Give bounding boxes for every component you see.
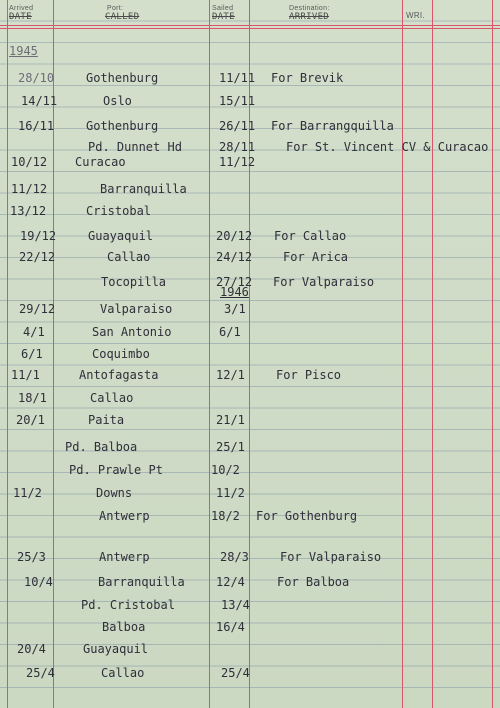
rule-port-right: [209, 0, 210, 708]
row-8-sailed-date: 20/12: [216, 229, 253, 243]
row-3-arrived-date: 16/11: [18, 119, 55, 133]
header-sailed: [212, 5, 235, 21]
row-11-port-name: Valparaiso: [100, 302, 173, 316]
row-2-port-name: Oslo: [103, 94, 132, 108]
header-port-small: Port:: [107, 5, 124, 12]
row-1-destination-note: For Brevik: [271, 71, 344, 85]
row-23-port-name: Pd. Cristobal: [81, 598, 175, 612]
row-11-arrived-date: 29/12: [19, 302, 56, 316]
row-4-port-name: Pd. Dunnet Hd: [88, 140, 182, 154]
row-15-arrived-date: 18/1: [18, 391, 47, 405]
header-sailed-word: DATE: [212, 12, 235, 22]
row-16-port-name: Paita: [88, 413, 125, 427]
row-16-sailed-date: 21/1: [216, 413, 245, 427]
header-destination-word: ARRIVED: [289, 12, 330, 22]
header-rule-bottom: [0, 28, 500, 29]
row-25-port-name: Guayaquil: [83, 642, 149, 656]
header-port: [105, 5, 139, 21]
row-26-port-name: Callao: [101, 666, 145, 680]
row-20-destination-note: For Gothenburg: [256, 509, 358, 523]
row-21-arrived-date: 25/3: [17, 550, 46, 564]
header-arrived-small: Arrived: [9, 5, 34, 12]
row-17-port-name: Pd. Balboa: [65, 440, 138, 454]
row-2-arrived-date: 14/11: [21, 94, 58, 108]
row-5-port-name: Curacao: [75, 155, 126, 169]
rule-left: [7, 0, 8, 708]
header-port-word: CALLED: [105, 12, 140, 22]
row-9-arrived-date: 22/12: [19, 250, 56, 264]
row-5-sailed-date: 11/12: [219, 155, 256, 169]
row-18-port-name: Pd. Prawle Pt: [69, 463, 163, 477]
row-22-port-name: Barranquilla: [98, 575, 185, 589]
row-21-port-name: Antwerp: [99, 550, 150, 564]
row-14-destination-note: For Pisco: [276, 368, 342, 382]
row-19-arrived-date: 11/2: [13, 486, 42, 500]
row-4-sailed-date: 28/11: [219, 140, 256, 154]
row-21-sailed-date: 28/3: [220, 550, 249, 564]
row-14-arrived-date: 11/1: [11, 368, 40, 382]
row-4-destination-note: For St. Vincent CV & Curacao: [286, 140, 489, 154]
header-destination: [289, 5, 330, 21]
header-sailed-small: Sailed: [212, 5, 234, 12]
row-12-arrived-date: 4/1: [23, 325, 45, 339]
row-23-sailed-date: 13/4: [221, 598, 250, 612]
row-9-sailed-date: 24/12: [216, 250, 253, 264]
header-arrived: [9, 5, 33, 21]
row-17-sailed-date: 25/1: [216, 440, 245, 454]
row-10-sailed-date: 27/12: [216, 275, 253, 289]
row-24-sailed-date: 16/4: [216, 620, 245, 634]
row-20-port-name: Antwerp: [99, 509, 150, 523]
row-8-port-name: Guayaquil: [88, 229, 154, 243]
row-19-sailed-date: 11/2: [216, 486, 245, 500]
row-24-port-name: Balboa: [102, 620, 146, 634]
row-22-sailed-date: 12/4: [216, 575, 245, 589]
row-13-port-name: Coquimbo: [92, 347, 150, 361]
row-22-destination-note: For Balboa: [277, 575, 350, 589]
row-8-destination-note: For Callao: [274, 229, 347, 243]
row-11-sailed-date: 3/1: [224, 302, 246, 316]
row-14-port-name: Antofagasta: [79, 368, 159, 382]
row-6-port-name: Barranquilla: [100, 182, 187, 196]
row-7-arrived-date: 13/12: [10, 204, 47, 218]
row-15-port-name: Callao: [90, 391, 134, 405]
row-26-arrived-date: 25/4: [26, 666, 55, 680]
row-7-port-name: Cristobal: [86, 204, 152, 218]
row-3-sailed-date: 26/11: [219, 119, 256, 133]
row-6-arrived-date: 11/12: [11, 182, 48, 196]
row-21-destination-note: For Valparaiso: [280, 550, 382, 564]
row-1-arrived-date: 28/10: [18, 71, 55, 85]
rule-wri-right: [432, 0, 433, 708]
row-10-destination-note: For Valparaiso: [273, 275, 375, 289]
row-9-port-name: Callao: [107, 250, 151, 264]
header-wri: [406, 12, 425, 20]
row-10-port-name: Tocopilla: [101, 275, 167, 289]
row-26-sailed-date: 25/4: [221, 666, 250, 680]
header-destination-small: Destination:: [289, 5, 330, 12]
row-20-sailed-date: 18/2: [211, 509, 240, 523]
header-rule-top: [0, 25, 500, 26]
row-5-arrived-date: 10/12: [11, 155, 48, 169]
row-9-destination-note: For Arica: [283, 250, 349, 264]
row-8-arrived-date: 19/12: [20, 229, 57, 243]
row-1-sailed-date: 11/11: [219, 71, 256, 85]
row-3-destination-note: For Barrangquilla: [271, 119, 394, 133]
row-16-arrived-date: 20/1: [16, 413, 45, 427]
rule-right: [492, 0, 493, 708]
year-1945: 1945: [9, 44, 38, 58]
header-wri-label: WRI.: [406, 11, 425, 20]
row-18-sailed-date: 10/2: [211, 463, 240, 477]
row-14-sailed-date: 12/1: [216, 368, 245, 382]
row-22-arrived-date: 10/4: [24, 575, 53, 589]
row-12-sailed-date: 6/1: [219, 325, 241, 339]
rule-dest-right: [402, 0, 403, 708]
row-3-port-name: Gothenburg: [86, 119, 159, 133]
header-arrived-word: DATE: [9, 12, 32, 22]
row-13-arrived-date: 6/1: [21, 347, 43, 361]
year-1946: 1946: [220, 285, 249, 299]
row-2-sailed-date: 15/11: [219, 94, 256, 108]
row-12-port-name: San Antonio: [92, 325, 172, 339]
row-1-port-name: Gothenburg: [86, 71, 159, 85]
row-25-arrived-date: 20/4: [17, 642, 46, 656]
row-19-port-name: Downs: [96, 486, 133, 500]
